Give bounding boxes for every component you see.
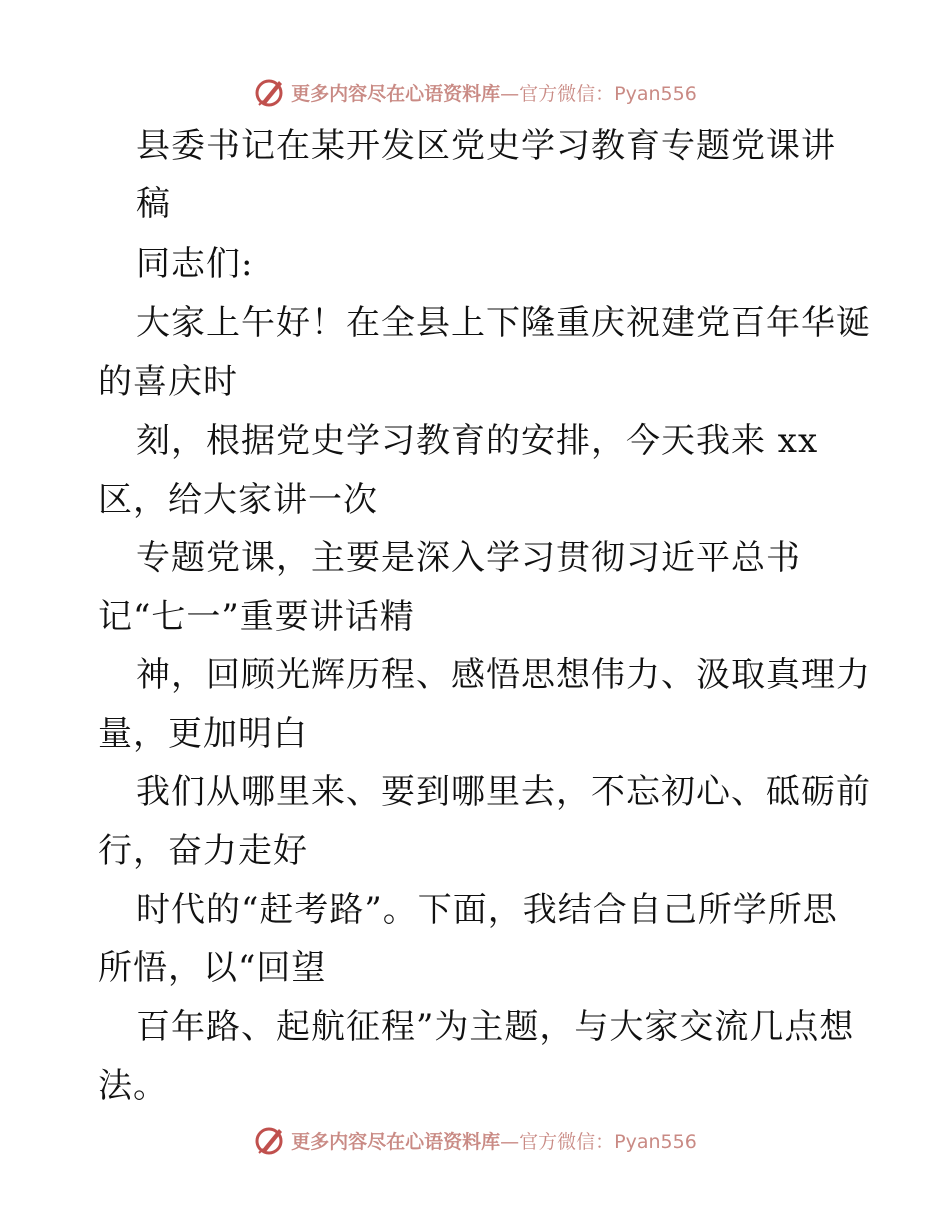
quill-logo-icon: [253, 1123, 287, 1157]
quill-logo-icon: [253, 75, 287, 109]
paragraph-line: 大家上午好！在全县上下隆重庆祝建党百年华诞: [136, 303, 871, 343]
header-watermark-banner: [0, 72, 950, 112]
paragraph-line: 神，回顾光辉历程、感悟思想伟力、汲取真理力: [136, 655, 871, 695]
banner-main-text: 更多内容尽在心语资料库: [291, 82, 501, 105]
paragraph-line: 所悟，以“回望: [98, 948, 327, 988]
paragraph-line: 百年路、起航征程”为主题，与大家交流几点想: [136, 1007, 855, 1047]
paragraph-line: 量，更加明白: [98, 714, 308, 754]
salutation: 同志们:: [136, 244, 254, 284]
paragraph-line: 刻，根据党史学习教育的安排，今天我来 xx: [136, 421, 819, 461]
paragraph-line: 行，奋力走好: [98, 831, 308, 871]
paragraph-line: 的喜庆时: [98, 362, 238, 402]
paragraph-line: 专题党课，主要是深入学习贯彻习近平总书: [136, 538, 801, 578]
banner-wechat-text: —官方微信：Pyan556: [500, 1130, 697, 1153]
paragraph-line: 法。: [98, 1066, 168, 1106]
document-title-line: 县委书记在某开发区党史学习教育专题党课讲: [136, 126, 836, 166]
paragraph-line: 时代的“赶考路”。下面，我结合自己所学所思: [136, 890, 838, 930]
banner-wechat-text: —官方微信：Pyan556: [500, 82, 697, 105]
banner-main-text: 更多内容尽在心语资料库: [291, 1130, 501, 1153]
paragraph-line: 区，给大家讲一次: [98, 480, 378, 520]
paragraph-line: 记“七一”重要讲话精: [98, 597, 415, 637]
footer-watermark-banner: [0, 1120, 950, 1160]
document-title-line: 稿: [136, 184, 171, 224]
paragraph-line: 我们从哪里来、要到哪里去，不忘初心、砥砺前: [136, 772, 871, 812]
